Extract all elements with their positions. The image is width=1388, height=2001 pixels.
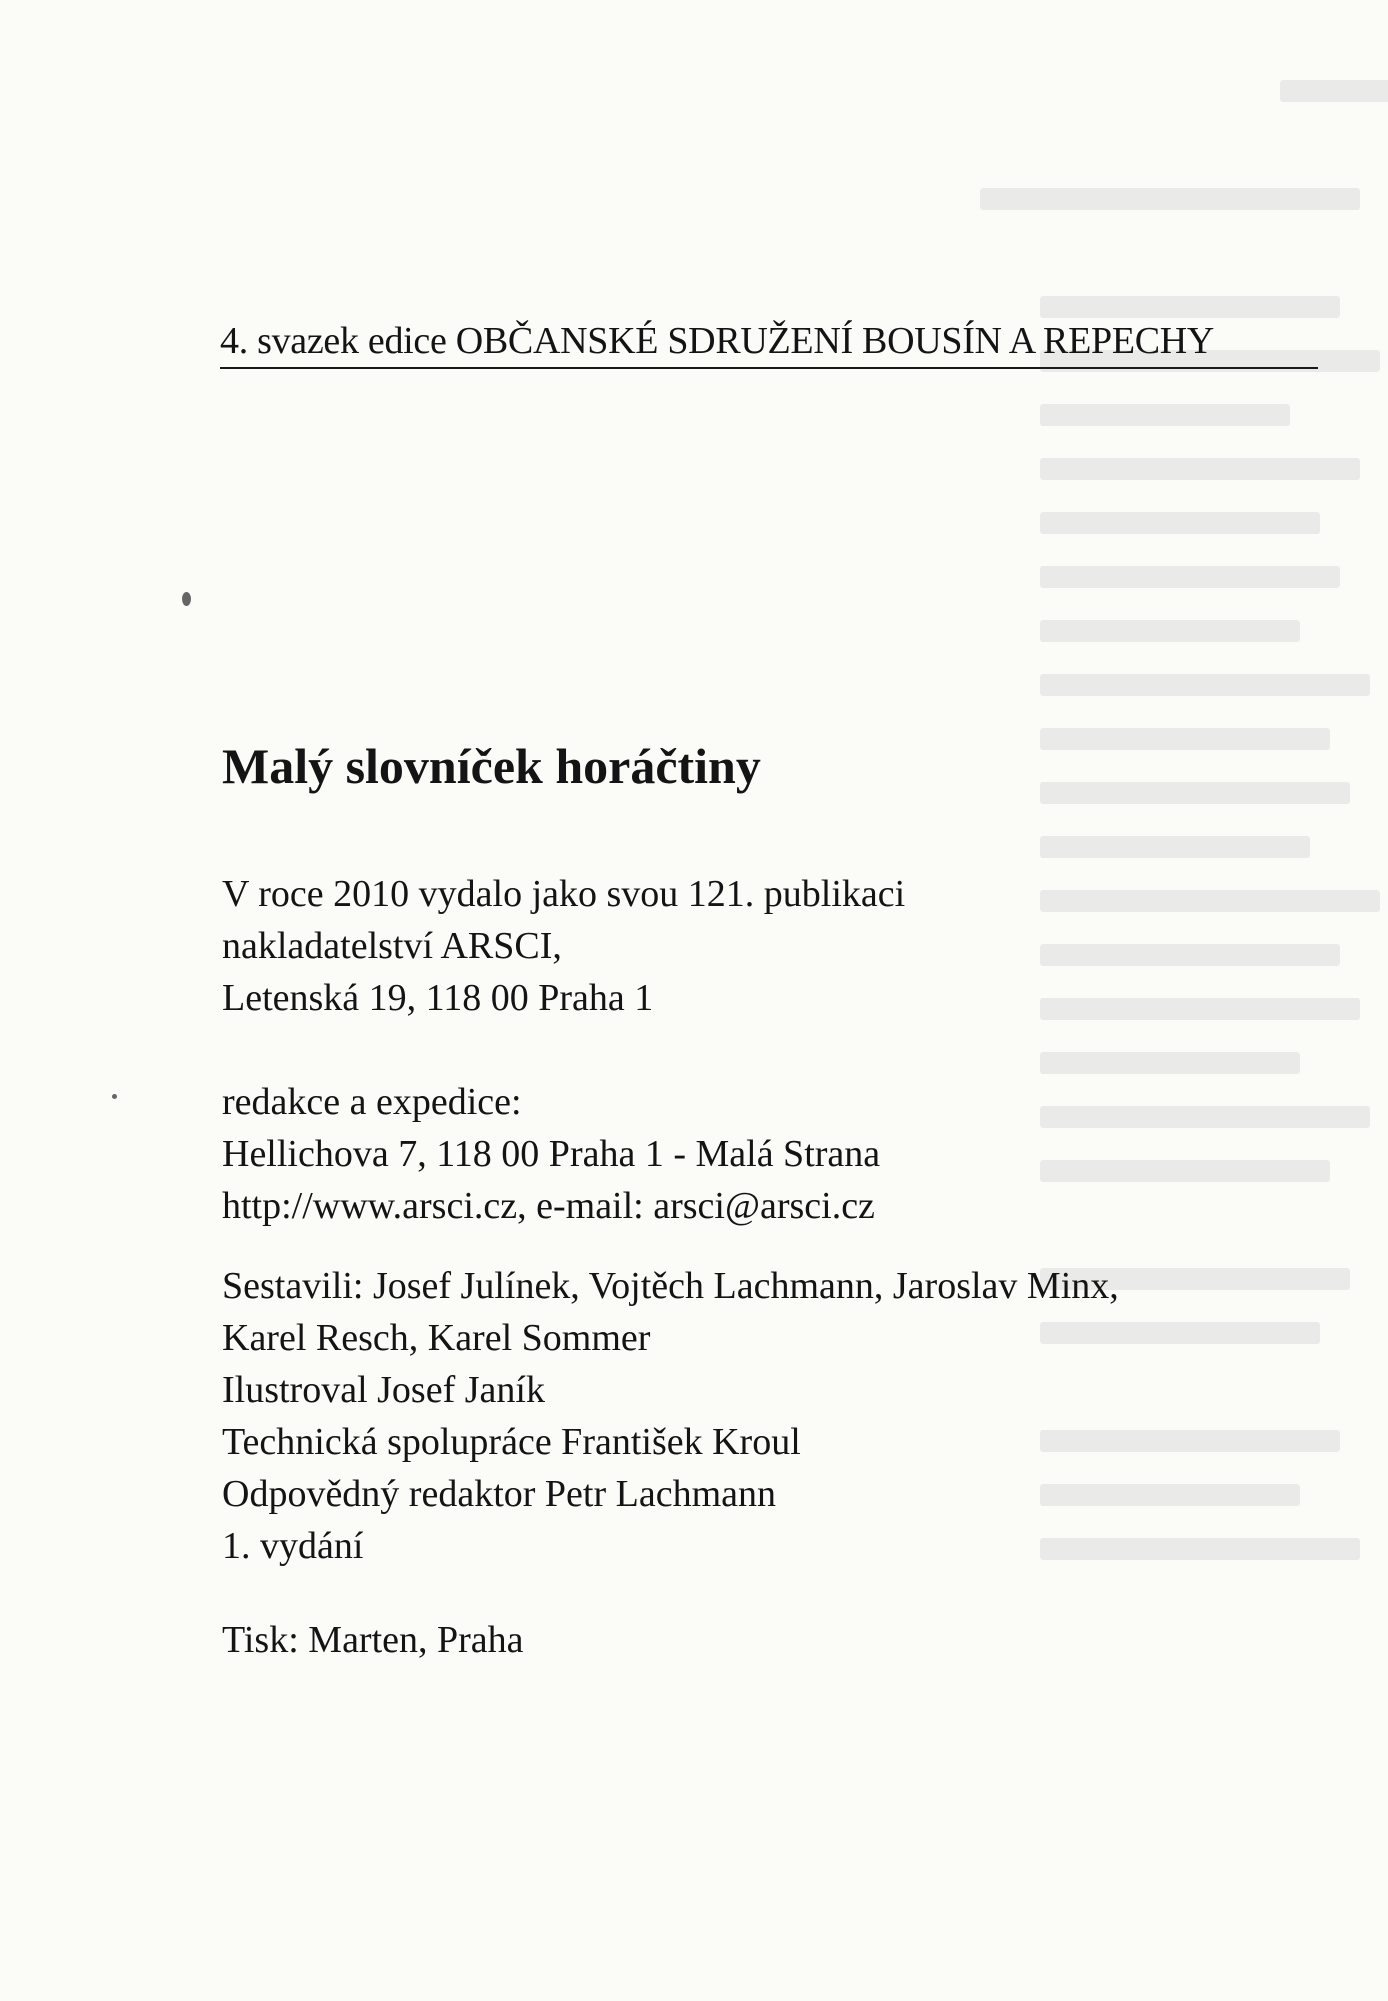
editorial-block: [222, 1076, 880, 1232]
publication-block: [222, 868, 905, 1024]
publication-line: V roce 2010 vydalo jako svou 121. publikaci: [222, 873, 906, 915]
scan-speck: [182, 592, 191, 606]
scan-speck: [112, 1094, 117, 1099]
book-title: Malý slovníček horáčtiny: [222, 738, 761, 794]
printer: Tisk: Marten, Praha: [222, 1619, 524, 1661]
editorial-heading: redakce a expedice:: [222, 1081, 522, 1123]
series-line: 4. svazek edice OBČANSKÉ SDRUŽENÍ BOUSÍN A REPECHY: [220, 318, 1318, 369]
technical-cooperation: Technická spolupráce František Kroul: [222, 1421, 801, 1463]
illustrated-by: Ilustroval Josef Janík: [222, 1369, 545, 1411]
print-block: [222, 1614, 524, 1666]
edition: 1. vydání: [222, 1525, 364, 1567]
publisher-address: Letenská 19, 118 00 Praha 1: [222, 977, 654, 1019]
publisher-name: nakladatelství ARSCI,: [222, 925, 562, 967]
responsible-editor: Odpovědný redaktor Petr Lachmann: [222, 1473, 776, 1515]
contact-line: http://www.arsci.cz, e-mail: arsci@arsci.cz: [222, 1185, 875, 1227]
credits-block: [222, 1260, 1119, 1572]
compiled-by-continued: Karel Resch, Karel Sommer: [222, 1317, 651, 1359]
editorial-address: Hellichova 7, 118 00 Praha 1 - Malá Strana: [222, 1133, 881, 1175]
compiled-by: Sestavili: Josef Julínek, Vojtěch Lachmann, Jaroslav Minx,: [222, 1265, 1119, 1307]
